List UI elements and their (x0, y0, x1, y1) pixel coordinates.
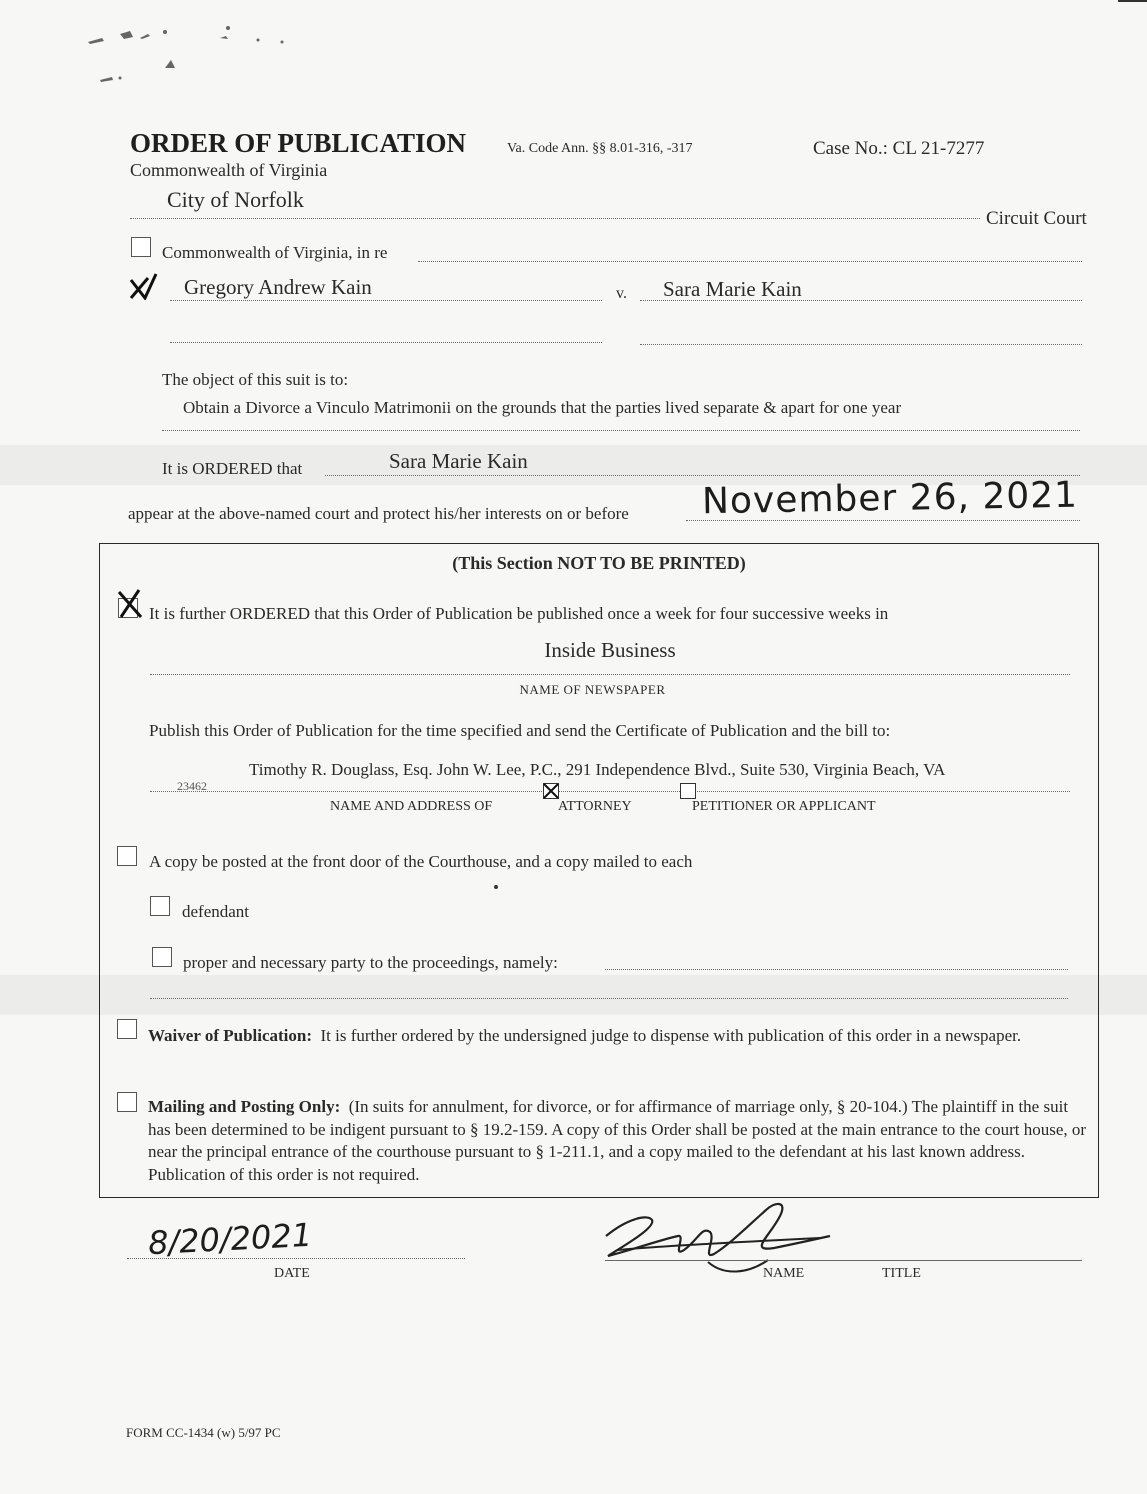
attorney-address[interactable]: Timothy R. Douglass, Esq. John W. Lee, P.C., 291 Independence Blvd., Suite 530, Virginia Beach, VA (249, 760, 946, 779)
court-line (130, 218, 980, 219)
object-label: The object of this suit is to: (162, 370, 349, 389)
mailing-text: (In suits for annulment, for divorce, or for affirmance of marriage only, § 20-104.) The plaintiff in the suit has been determined to be indigent pursuant to § 19.2-159. A copy of this Order shall be posted at the main entrance to the court house, or near the principal entrance of the courthouse pursuant to § 1-211.1, and a copy mailed to the defendant at his last known address. Publication of this order is not required. (148, 1097, 1087, 1184)
waiver-text: It is further ordered by the undersigned judge to dispense with publication of this order in a newspaper. (320, 1026, 1022, 1045)
petitioner-checkbox[interactable] (680, 783, 696, 799)
in-re-checkbox[interactable] (131, 237, 151, 257)
address-line (150, 791, 1070, 792)
date-label: DATE (274, 1266, 310, 1281)
mailing-paragraph (148, 1096, 1088, 1186)
statute-reference: Va. Code Ann. §§ 8.01-316, -317 (507, 141, 693, 156)
signature-date[interactable]: 8/20/2021 (147, 1215, 313, 1263)
publish-text: It is further ORDERED that this Order of Publication be published once a week for four successive weeks in (149, 604, 889, 623)
posted-text: A copy be posted at the front door of the Courthouse, and a copy mailed to each (149, 852, 693, 871)
zip-code: 23462 (177, 779, 207, 793)
waiver-paragraph (148, 1024, 1048, 1047)
name-address-label: NAME AND ADDRESS OF (330, 799, 493, 814)
form-title: ORDER OF PUBLICATION (130, 128, 467, 158)
section-heading: (This Section NOT TO BE PRINTED) (452, 553, 746, 573)
scan-dot (494, 885, 498, 889)
blank-line (170, 342, 602, 343)
newspaper-line (150, 674, 1070, 675)
attorney-label: ATTORNEY (558, 799, 632, 814)
check-x-icon (542, 782, 560, 800)
blank-line (640, 344, 1082, 345)
proper-party-line (605, 969, 1068, 970)
waiver-title: Waiver of Publication: (148, 1026, 313, 1045)
date-line (127, 1258, 465, 1259)
appear-text: appear at the above-named court and protect his/her interests on or before (128, 504, 629, 523)
form-id: FORM CC-1434 (w) 5/97 PC (126, 1425, 281, 1440)
versus-label: v. (616, 285, 627, 302)
petitioner-label: PETITIONER OR APPLICANT (692, 799, 876, 814)
scan-edge-mark (1118, 0, 1147, 2)
ordered-party[interactable]: Sara Marie Kain (389, 449, 528, 473)
in-re-label: Commonwealth of Virginia, in re (162, 243, 388, 262)
scan-specks (80, 20, 300, 110)
plaintiff-name[interactable]: Gregory Andrew Kain (184, 275, 372, 299)
name-label: NAME (763, 1266, 805, 1281)
proper-party-line-2 (150, 998, 1068, 999)
name-line (605, 1260, 1082, 1261)
object-text[interactable]: Obtain a Divorce a Vinculo Matrimonii on the grounds that the parties lived separate & apart for one year (183, 398, 902, 417)
form-subtitle: Commonwealth of Virginia (130, 160, 328, 180)
newspaper-name[interactable]: Inside Business (544, 638, 676, 662)
mailing-title: Mailing and Posting Only: (148, 1097, 341, 1116)
check-mark-icon[interactable] (128, 272, 160, 300)
circuit-court-label: Circuit Court (986, 208, 1087, 229)
in-re-line (418, 261, 1082, 262)
posted-checkbox[interactable] (117, 846, 137, 866)
waiver-checkbox[interactable] (117, 1019, 137, 1039)
defendant-checkbox[interactable] (150, 896, 170, 916)
send-text: Publish this Order of Publication for the time specified and send the Certificate of Publication and the bill to: (149, 721, 891, 740)
check-x-icon (115, 588, 145, 620)
defendant-name[interactable]: Sara Marie Kain (663, 277, 802, 301)
case-number: Case No.: CL 21-7277 (813, 138, 985, 159)
title-label: TITLE (882, 1266, 921, 1281)
defendant-label: defendant (182, 902, 250, 921)
plaintiff-line (170, 300, 602, 301)
proper-party-checkbox[interactable] (152, 947, 172, 967)
proper-party-label: proper and necessary party to the proceedings, namely: (183, 953, 558, 972)
ordered-label: It is ORDERED that (162, 459, 303, 478)
object-line (162, 430, 1080, 431)
mailing-checkbox[interactable] (117, 1092, 137, 1112)
appear-date[interactable]: November 26, 2021 (701, 474, 1079, 523)
court-name[interactable]: City of Norfolk (167, 187, 304, 212)
newspaper-label: NAME OF NEWSPAPER (519, 682, 666, 697)
